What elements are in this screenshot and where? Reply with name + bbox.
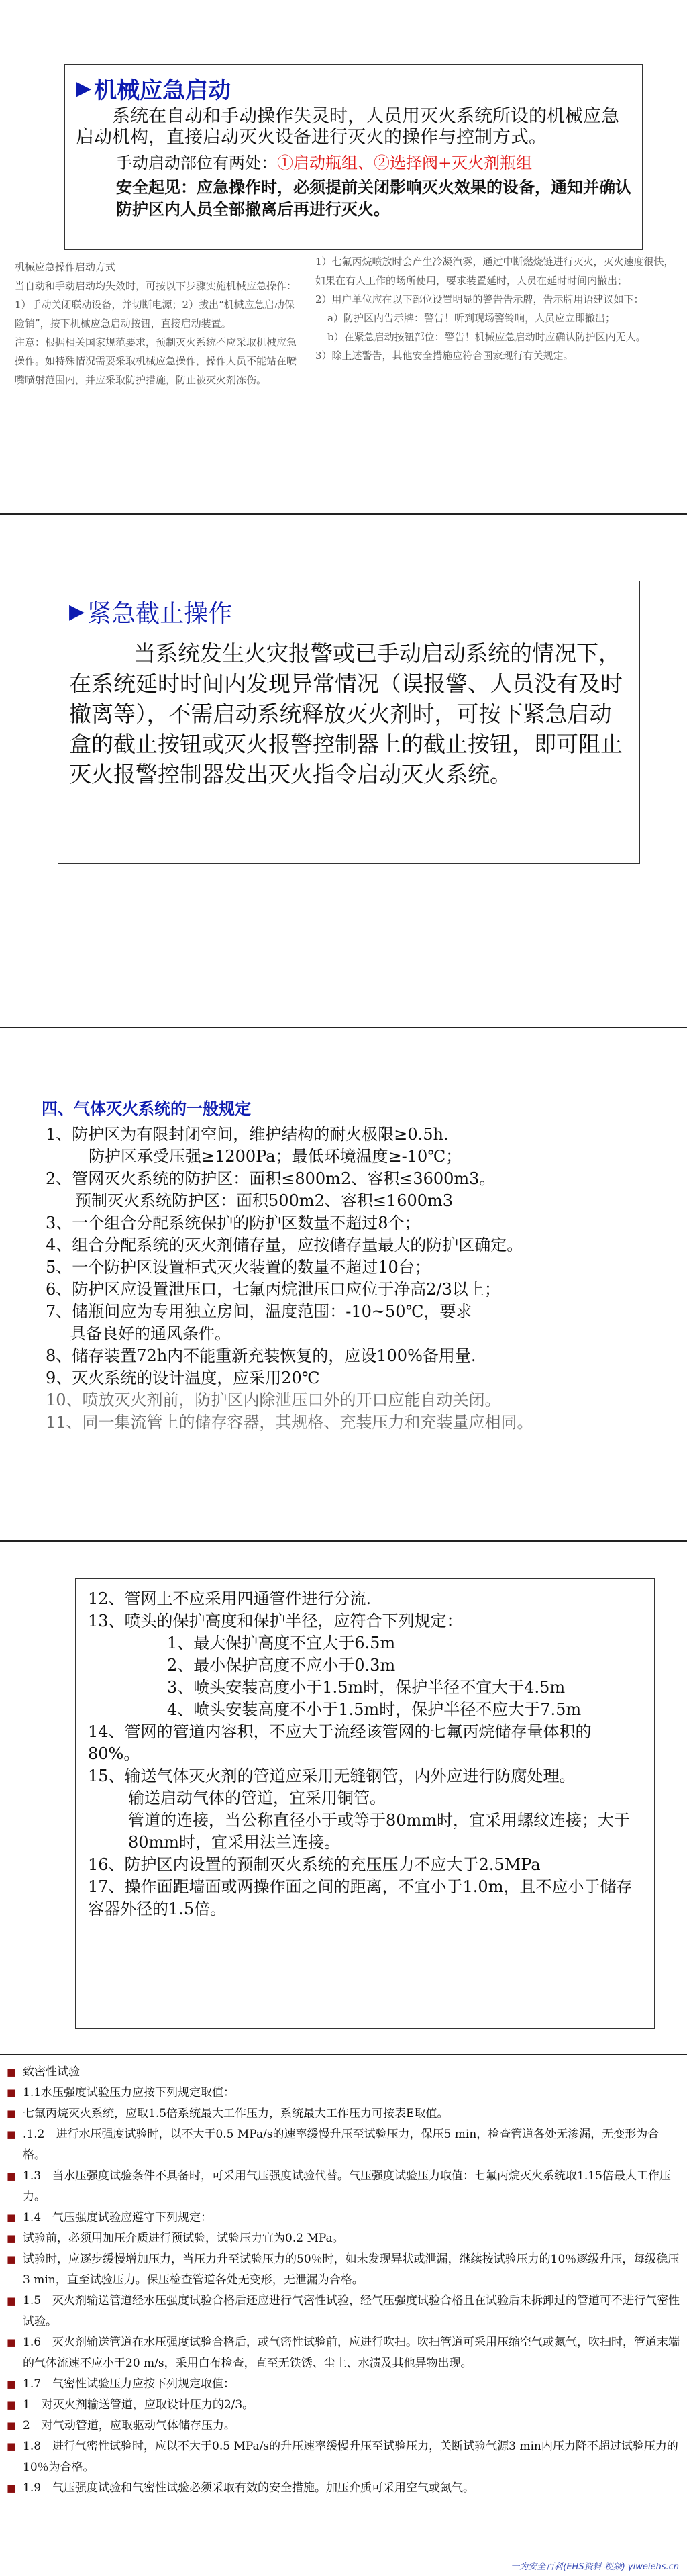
list-item: 2、最小保护高度不应小于0.3m [167, 1656, 396, 1675]
square-bullet-icon: ■ [7, 2420, 17, 2432]
rules-list [46, 1124, 649, 1434]
list-item: 10、喷放灭火剂前，防护区内除泄压口外的开口应能自动关闭。 [46, 1391, 501, 1409]
mechanical-start-description: 系统在自动和手动操作失灵时，人员用灭火系统所设的机械应急启动机构，直接启动灭火设备进行灭火的操作与控制方式。 [76, 106, 619, 148]
square-bullet-icon: ■ [7, 2440, 17, 2453]
list-item: ■ 1.5 灭火剂输送管道经水压强度试验合格后还应进行气密性试验，经气压强度试验合格且在试验后未拆卸过的管道可不进行气密性试验。 [7, 2291, 680, 2332]
triangle-bullet-icon: ▶ [69, 600, 85, 624]
list-item: ■ 致密性试验 [7, 2062, 680, 2083]
notes-left-column [15, 258, 297, 389]
slide-title [76, 72, 631, 105]
square-bullet-icon: ■ [7, 2170, 17, 2182]
slide-title-text: 机械应急启动 [94, 77, 231, 104]
slide-title-text: 紧急截止操作 [87, 600, 233, 628]
notes-right-column [315, 252, 678, 365]
right-paragraph-5: 3）除上述警告，其他安全措施应符合国家现行有关规定。 [315, 350, 574, 362]
test-list [7, 2062, 680, 2499]
list-item: ■ 试验时，应逐步缓慢增加压力，当压力升至试验压力的50％时，如未发现异状或泄漏，继续按试验压力的10％逐级升压，每级稳压3 min，直至试验压力。保压检查管道各处无变形，无泄漏为合格。 [7, 2249, 680, 2291]
list-item: 预制灭火系统防护区：面积500m2、容积≤1600m3 [75, 1191, 454, 1210]
list-item: 1、防护区为有限封闭空间，维护结构的耐火极限≥0.5h. [46, 1125, 449, 1144]
left-paragraph-2: 注意：根据相关国家规范要求，预制灭火系统不应采取机械应急操作。如特殊情况需要采取机械应急操作，操作人员不能站在喷嘴喷射范围内，并应采取防护措施，防止被灭火剂冻伤。 [15, 336, 297, 386]
left-paragraph-1: 当自动和手动启动均失效时，可按以下步骤实施机械应急操作：1）手动关闭联动设备，并切断电源；2）拔出“机械应急启动保险销”，按下机械应急启动按钮，直接启动装置。 [15, 280, 297, 330]
list-item: 16、防护区内设置的预制灭火系统的充压压力不应大于2.5MPa [88, 1855, 541, 1874]
list-item: 3、一个组合分配系统保护的防护区数量不超过8个； [46, 1213, 421, 1232]
list-item: 管道的连接，当公称直径小于或等于80mm时，宜采用螺纹连接；大于80mm时，宜采用法兰连接。 [128, 1811, 631, 1852]
square-bullet-icon: ■ [7, 2378, 17, 2390]
list-item: ■ 1.4 气压强度试验应遵守下列规定： [7, 2208, 680, 2228]
square-bullet-icon: ■ [7, 2232, 17, 2244]
list-item: 13、喷头的保护高度和保护半径，应符合下列规定： [88, 1612, 463, 1630]
right-paragraph-1: 1）七氟丙烷喷放时会产生冷凝汽雾，通过中断燃烧链进行灭火，灭火速度很快，如果在有人工作的场所使用，要求装置延时，人员在延时时间内撤出； [315, 256, 674, 287]
list-item: 11、同一集流管上的储存容器，其规格、充装压力和充装量应相同。 [46, 1413, 533, 1432]
list-item: 5、一个防护区设置柜式灭火装置的数量不超过10台； [46, 1258, 431, 1277]
list-item: 14、管网的管道内容积，不应大于流经该管网的七氟丙烷储存量体积的80%。 [88, 1722, 592, 1763]
list-item: ■ 2 对气动管道，应取驱动气体储存压力。 [7, 2416, 680, 2436]
emergency-stop-box [58, 581, 640, 864]
list-item: 具备良好的通风条件。 [70, 1324, 231, 1343]
slide-mechanical-emergency-start [0, 0, 687, 513]
slide-pipe-rules [0, 1540, 687, 2055]
list-item: ■ 试验前，必须用加压介质进行预试验，试验压力宜为0.2 MPa。 [7, 2228, 680, 2249]
slide-general-rules [0, 1027, 687, 1542]
square-bullet-icon: ■ [7, 2482, 17, 2494]
square-bullet-icon: ■ [7, 2399, 17, 2411]
right-paragraph-4: b）在紧急启动按钮部位：警告！机械应急启动时应确认防护区内无人。 [327, 331, 646, 343]
list-item: 12、管网上不应采用四通管件进行分流. [88, 1589, 372, 1608]
list-item: ■ 1.8 进行气密性试验时，应以不大于0.5 MPa/s的升压速率缓慢升压至试验压力，关断试验气源3 min内压力降不超过试验压力的10％为合格。 [7, 2436, 680, 2478]
mechanical-start-box [64, 64, 643, 250]
square-bullet-icon: ■ [7, 2295, 17, 2307]
list-item: 15、输送气体灭火剂的管道应采用无缝钢管，内外应进行防腐处理。 [88, 1767, 576, 1785]
list-item: 7、储瓶间应为专用独立房间，温度范围：-10~50℃，要求 [46, 1302, 472, 1321]
slide-tightness-test [0, 2054, 687, 2576]
list-item: 17、操作面距墙面或两操作面之间的距离，不宜小于1.0m，且不应小于储存容器外径的1.5倍。 [88, 1877, 633, 1918]
right-paragraph-3: a）防护区内告示牌：警告！听到现场警铃响，人员应立即撤出； [327, 312, 615, 324]
footer-watermark: 一为安全百科(EHS资料 视频) yiweiehs.cn [511, 2562, 679, 2572]
square-bullet-icon: ■ [7, 2066, 17, 2078]
right-paragraph-2: 2）用户单位应在以下部位设置明显的警告告示牌，告示牌用语建议如下： [315, 293, 644, 305]
list-item: 6、防护区应设置泄压口，七氟丙烷泄压口应位于净高2/3以上； [46, 1280, 500, 1299]
manual-start-parts: ①启动瓶组、②选择阀+灭火剂瓶组 [277, 154, 533, 172]
list-item: 9、灭火系统的设计温度，应采用20℃ [46, 1369, 320, 1387]
list-item: ■ 七氟丙烷灭火系统，应取1.5倍系统最大工作压力，系统最大工作压力可按表E取值。 [7, 2103, 680, 2124]
triangle-bullet-icon: ▶ [76, 77, 92, 100]
list-item: ■ 1.6 灭火剂输送管道在水压强度试验合格后，或气密性试验前，应进行吹扫。吹扫管道可采用压缩空气或氮气，吹扫时，管道末端的气体流速不应小于20 m/s，采用白布检查，直至无铁锈、尘土、水渍及其他异物出现。 [7, 2332, 680, 2374]
list-item: ■ 1.1水压强度试验压力应按下列规定取值： [7, 2083, 680, 2103]
square-bullet-icon: ■ [7, 2108, 17, 2120]
list-item: 8、储存装置72h内不能重新充装恢复的，应设100%备用量. [46, 1346, 476, 1365]
manual-start-label: 手动启动部位有两处： [116, 154, 277, 172]
list-item: 4、组合分配系统的灭火剂储存量，应按储存量最大的防护区确定。 [46, 1236, 523, 1254]
list-item: 3、喷头安装高度小于1.5m时，保护半径不宜大于4.5m [167, 1678, 566, 1697]
square-bullet-icon: ■ [7, 2212, 17, 2224]
slide-title [69, 595, 629, 629]
slide-title: 四、气体灭火系统的一般规定 [42, 1099, 251, 1118]
emergency-stop-body: 当系统发生火灾报警或已手动启动系统的情况下，在系统延时时间内发现异常情况（误报警、人员没有及时撤离等），不需启动系统释放灭火剂时，可按下紧急启动盒的截止按钮或灭火报警控制器上的截止按钮，即可阻止灭火报警控制器发出灭火指令启动灭火系统。 [69, 640, 623, 787]
list-item: 4、喷头安装高度不小于1.5m时，保护半径不应大于7.5m [167, 1700, 582, 1719]
list-item: ■ 1.3 当水压强度试验条件不具备时，可采用气压强度试验代替。气压强度试验压力取值：七氟丙烷灭火系统取1.15倍最大工作压力。 [7, 2166, 680, 2208]
pipe-rules-box [75, 1578, 655, 2029]
square-bullet-icon: ■ [7, 2253, 17, 2265]
list-item: ■ 1.9 气压强度试验和气密性试验必须采取有效的安全措施。加压介质可采用空气或氮气。 [7, 2478, 680, 2499]
list-item: 2、管网灭火系统的防护区：面积≤800m2、容积≤3600m3。 [46, 1169, 496, 1188]
manual-start-locations [116, 152, 631, 175]
list-item: ■ .1.2 进行水压强度试验时，以不大于0.5 MPa/s的速率缓慢升压至试验压力，保压5 min，检查管道各处无渗漏，无变形为合格。 [7, 2124, 680, 2166]
list-item: 1、最大保护高度不宜大于6.5m [167, 1634, 396, 1652]
left-heading: 机械应急操作启动方式 [15, 261, 116, 273]
slide-emergency-stop [0, 513, 687, 1028]
square-bullet-icon: ■ [7, 2087, 17, 2099]
list-item: ■ 1 对灭火剂输送管道，应取设计压力的2/3。 [7, 2395, 680, 2416]
list-item: ■ 1.7 气密性试验压力应按下列规定取值： [7, 2374, 680, 2395]
square-bullet-icon: ■ [7, 2128, 17, 2140]
safety-notice: 安全起见：应急操作时，必须提前关闭影响灭火效果的设备，通知并确认防护区内人员全部撤离后再进行灭火。 [116, 177, 631, 219]
list-item: 输送启动气体的管道，宜采用铜管。 [128, 1789, 386, 1807]
square-bullet-icon: ■ [7, 2336, 17, 2348]
list-item: 防护区承受压强≥1200Pa；最低环境温度≥-10℃； [89, 1147, 462, 1166]
